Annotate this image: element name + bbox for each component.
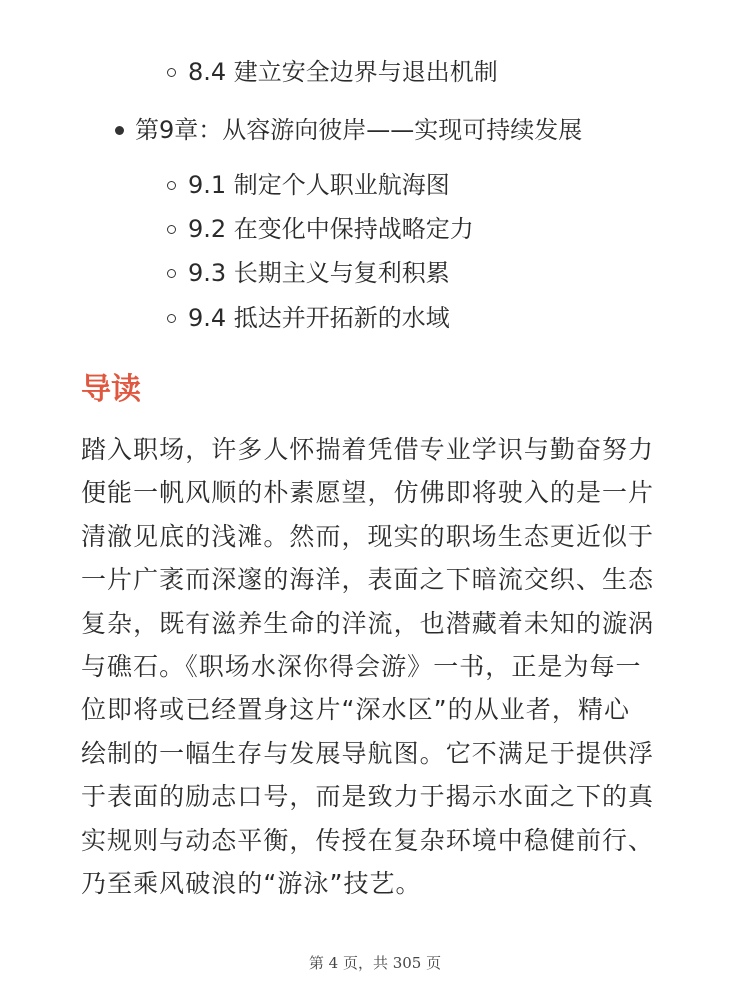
hollow-bullet-icon — [167, 181, 176, 190]
page-number: 第 4 页，共 305 页 — [308, 954, 442, 972]
body-line: 位即将或已经置身这片“深水区”的从业者，精心 — [81, 695, 631, 725]
toc-item-label: 9.4 抵达并开拓新的水域 — [188, 304, 450, 332]
filled-bullet-icon — [115, 126, 124, 135]
body-line: 于表面的励志口号，而是致力于揭示水面之下的真 — [81, 782, 655, 812]
toc-item-8-4[interactable] — [188, 57, 498, 87]
hollow-bullet-icon — [167, 225, 176, 234]
body-line: 便能一帆风顺的朴素愿望，仿佛即将驶入的是一片 — [81, 478, 655, 508]
section-body — [81, 428, 654, 905]
toc-item-9-3[interactable] — [188, 258, 450, 288]
body-line: 乃至乘风破浪的“游泳”技艺。 — [81, 868, 422, 898]
section-heading: 导读 — [81, 372, 141, 407]
toc-item-9-2[interactable] — [188, 214, 474, 244]
toc-chapter-label: 第9章：从容游向彼岸——实现可持续发展 — [135, 116, 583, 144]
toc-item-9-4[interactable] — [188, 303, 450, 333]
toc-item-label: 9.3 长期主义与复利积累 — [188, 259, 450, 287]
hollow-bullet-icon — [167, 314, 176, 323]
body-line: 一片广袤而深邃的海洋，表面之下暗流交织、生态 — [81, 565, 655, 595]
body-line: 清澈见底的浅滩。然而，现实的职场生态更近似于 — [81, 521, 655, 551]
body-line: 与礁石。《职场水深你得会游》一书，正是为每一 — [81, 651, 642, 681]
body-line: 实规则与动态平衡，传授在复杂环境中稳健前行、 — [81, 825, 655, 855]
hollow-bullet-icon — [167, 68, 176, 77]
toc-item-label: 9.1 制定个人职业航海图 — [188, 171, 450, 199]
toc-item-9-1[interactable] — [188, 170, 450, 200]
toc-item-label: 8.4 建立安全边界与退出机制 — [188, 58, 498, 86]
toc-item-label: 9.2 在变化中保持战略定力 — [188, 215, 474, 243]
body-line: 复杂，既有滋养生命的洋流，也潜藏着未知的漩涡 — [81, 608, 655, 638]
hollow-bullet-icon — [167, 269, 176, 278]
body-line: 踏入职场，许多人怀揣着凭借专业学识与勤奋努力 — [81, 435, 655, 464]
toc-chapter-9[interactable] — [135, 115, 582, 145]
body-line: 绘制的一幅生存与发展导航图。它不满足于提供浮 — [81, 738, 655, 768]
